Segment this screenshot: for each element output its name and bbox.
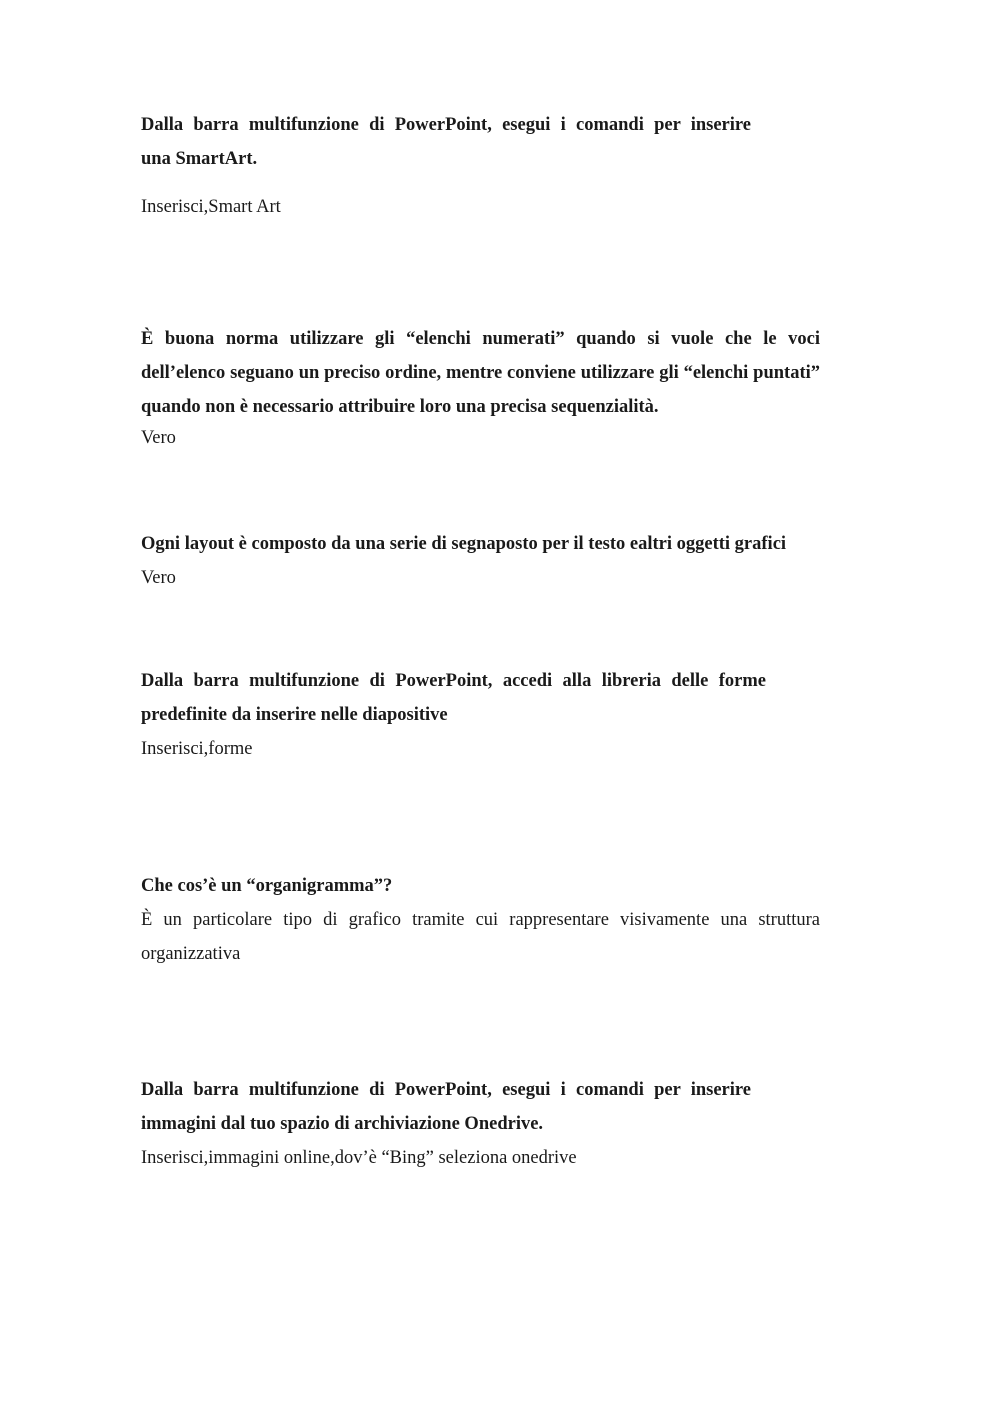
question-text — [141, 664, 820, 732]
answer-text: Vero — [141, 428, 176, 448]
question-line: Dalla barra multifunzione di PowerPoint, esegui i comandi per inserire — [141, 1080, 751, 1100]
qa-item-6 — [141, 1073, 820, 1175]
answer-text: Inserisci,forme — [141, 739, 253, 759]
question-text: Che cos’è un “organigramma”? — [141, 876, 393, 896]
answer-text: Inserisci,immagini online,dov’è “Bing” seleziona onedrive — [141, 1148, 577, 1168]
question-line: immagini dal tuo spazio di archiviazione Onedrive. — [141, 1114, 544, 1134]
question-line: Dalla barra multifunzione di PowerPoint, esegui i comandi per inserire — [141, 115, 751, 135]
question-line: una SmartArt. — [141, 149, 258, 169]
answer-text: Vero — [141, 568, 176, 588]
question-text: Ogni layout è composto da una serie di segnaposto per il testo ealtri oggetti grafici — [141, 534, 787, 554]
question-text — [141, 1073, 820, 1141]
question-line: predefinite da inserire nelle diapositive — [141, 705, 448, 725]
qa-item-3 — [141, 527, 820, 595]
question-line: Dalla barra multifunzione di PowerPoint, accedi alla libreria delle forme — [141, 671, 766, 691]
qa-item-4 — [141, 664, 820, 766]
answer-text: Inserisci,Smart Art — [141, 197, 281, 217]
question-text: È buona norma utilizzare gli “elenchi numerati” quando si vuole che le voci dell’elenco seguano un preciso ordine, mentre conviene utilizzare gli “elenchi puntati” quando non è necessario attribuire loro una precisa sequenzialità. — [141, 329, 820, 417]
answer-text: È un particolare tipo di grafico tramite cui rappresentare visivamente una struttura organizzativa — [141, 910, 820, 964]
question-text — [141, 108, 820, 176]
qa-item-5 — [141, 869, 820, 971]
qa-item-1 — [141, 108, 820, 224]
qa-item-2 — [141, 322, 820, 452]
